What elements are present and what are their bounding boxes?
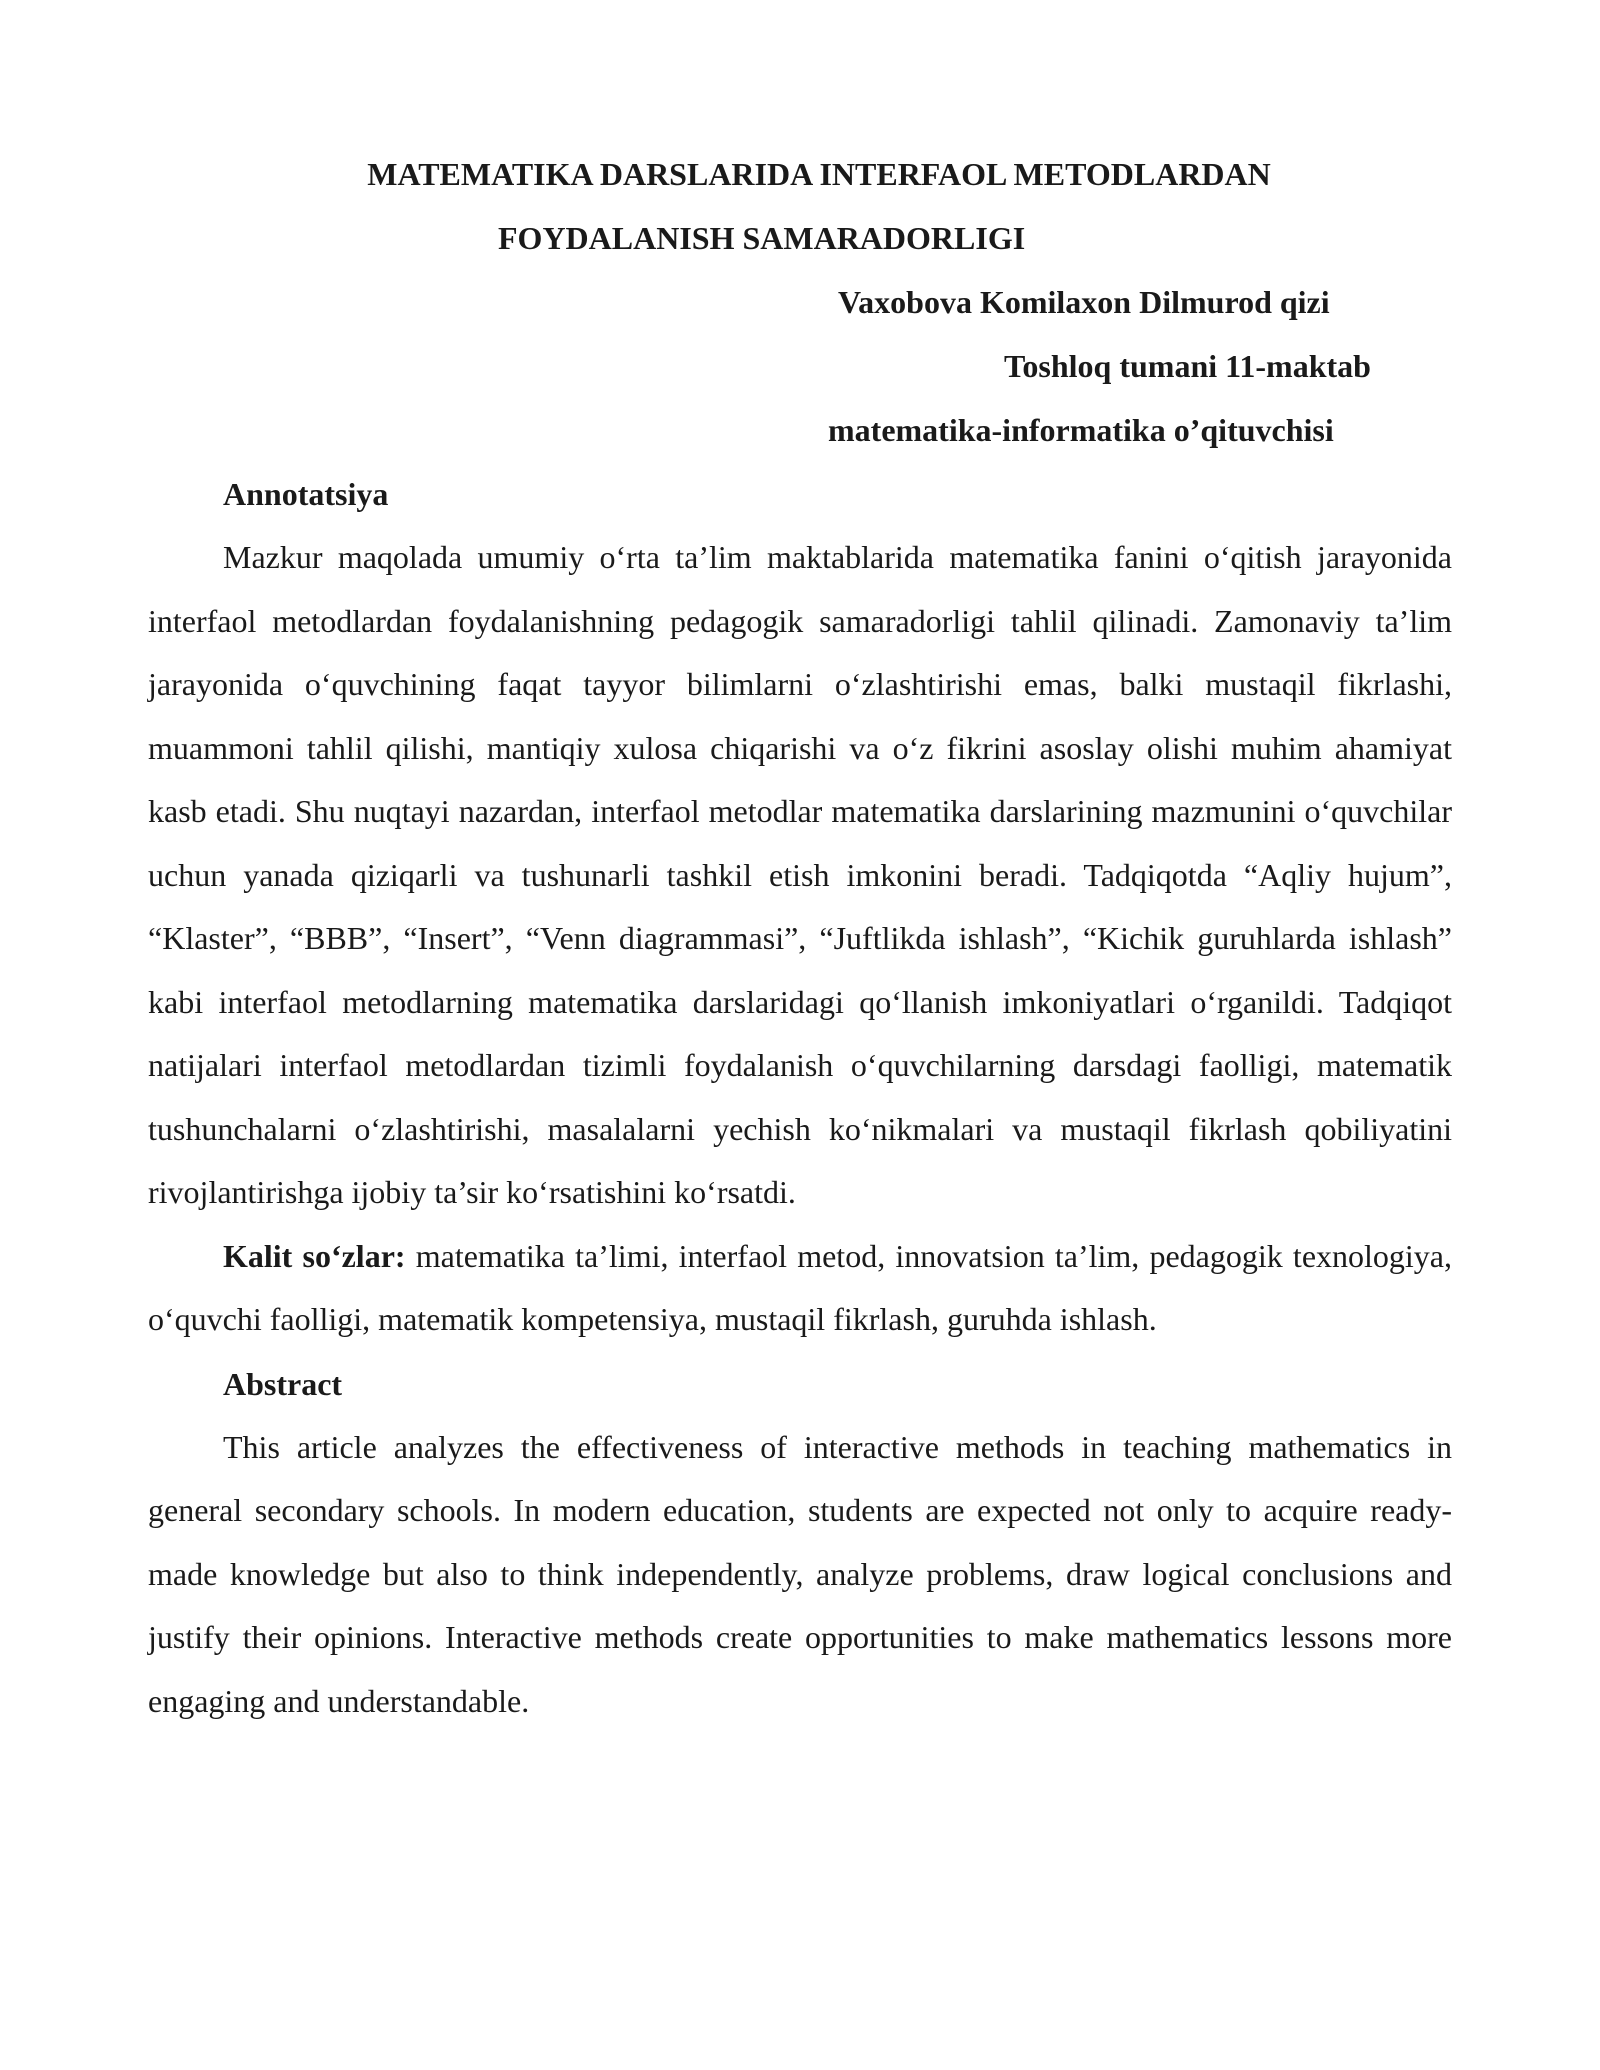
author-name: Vaxobova Komilaxon Dilmurod qizi [838,284,1330,320]
paper-title-line-2: FOYDALANISH SAMARADORLIGI [498,220,1026,256]
paper-title-line-1: MATEMATIKA DARSLARIDA INTERFAOL METODLARDAN [367,156,1271,192]
author-school: Toshloq tumani 11-maktab [1004,348,1371,384]
annotation-heading: Annotatsiya [223,476,389,512]
annotation-paragraph: Mazkur maqolada umumiy o‘rta ta’lim maktablarida matematika fanini o‘qitish jarayonida interfaol metodlardan foydalanishning pedagogik samaradorligi tahlil qilinadi. Zamonaviy ta’lim jarayonida o‘quvchining faqat tayyor bilimlarni o‘zlashtirishi emas, balki mustaqil fikrlashi, muammoni tahlil qilishi, mantiqiy xulosa chiqarishi va o‘z fikrini asoslay olishi muhim ahamiyat kasb etadi. Shu nuqtayi nazardan, interfaol metodlar matematika darslarining mazmunini o‘quvchilar uchun yanada qiziqarli va tushunarli tashkil etish imkonini beradi. Tadqiqotda “Aqliy hujum”, “Klaster”, “BBB”, “Insert”, “Venn diagrammasi”, “Juftlikda ishlash”, “Kichik guruhlarda ishlash” kabi interfaol metodlarning matematika darslaridagi qo‘llanish imkoniyatlari o‘rganildi. Tadqiqot natijalari interfaol metodlardan tizimli foydalanish o‘quvchilarning darsdagi faolligi, matematik tushunchalarni o‘zlashtirishi, masalalarni yechish ko‘nikmalari va mustaqil fikrlash qobiliyatini rivojlantirishga ijobiy ta’sir ko‘rsatishini ko‘rsatdi. [148,539,1452,1210]
author-role: matematika-informatika o’qituvchisi [828,412,1334,448]
keywords-text: matematika ta’limi, interfaol metod, innovatsion ta’lim, pedagogik texnologiya, o‘quvchi faolligi, matematik kompetensiya, mustaqil fikrlash, guruhda ishlash. [148,1237,1453,1337]
keywords-label: Kalit so‘zlar: [223,1237,406,1274]
abstract-heading: Abstract [223,1365,343,1402]
paper-page [148,142,1452,1733]
keywords-paragraph [148,1225,1452,1352]
abstract-paragraph: This article analyzes the effectiveness of interactive methods in teaching mathematics in general secondary schools. In modern education, students are expected not only to acquire ready-made knowledge but also to think independently, analyze problems, draw logical conclusions and justify their opinions. Interactive methods create opportunities to make mathematics lessons more engaging and understandable. [148,1428,1452,1719]
